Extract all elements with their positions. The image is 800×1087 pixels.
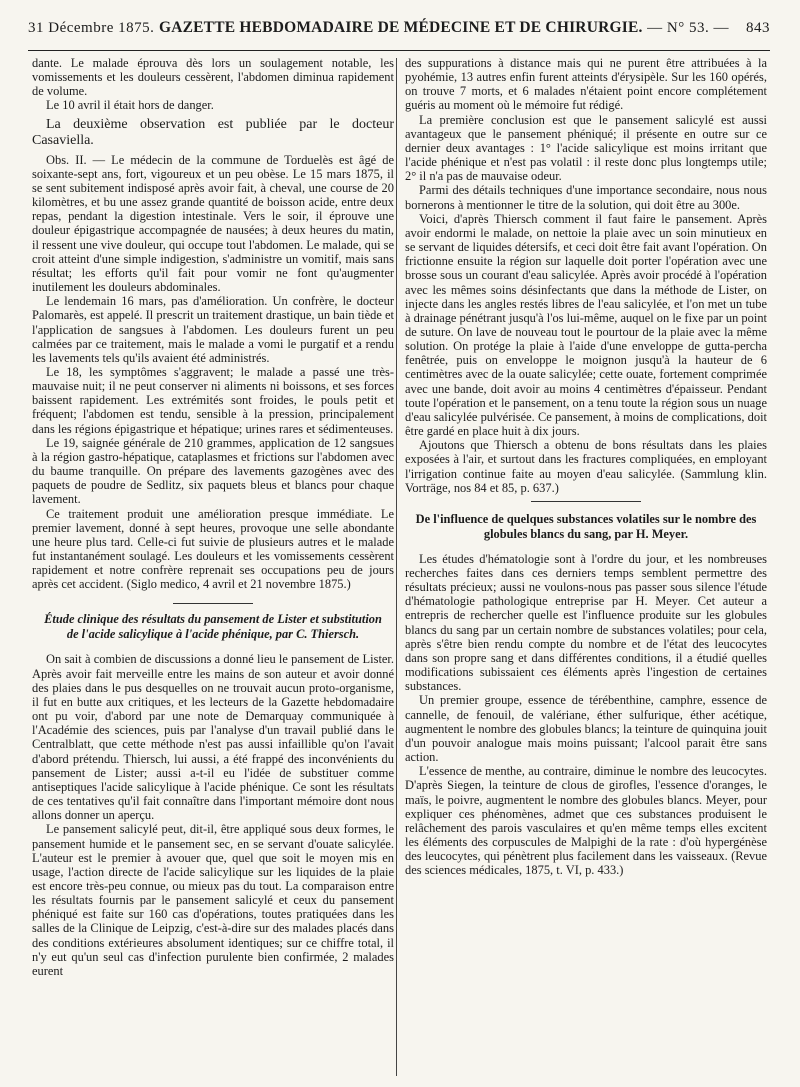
paragraph: Le 18, les symptômes s'aggravent; le malade a passé une très-mauvaise nuit; il ne peut conserver ni aliments ni boissons, et ses forces baissent rapidement. Les extrémités sont froides, le pouls petit et fréquent; l'abdomen est tendu, sensible à la pression, principalement dans les régions épigastrique et hépatique; urines rares et sédimenteuses. — [32, 364, 394, 436]
left-column — [32, 56, 394, 978]
paragraph: L'essence de menthe, au contraire, diminue le nombre des leucocytes. D'après Siegen, la teinture de clous de girofles, l'essence d'oranges, le maïs, le poivre, augmentent le nombre des globules blancs. Meyer, pour expliquer ces phénomènes, admet que ces substances produisent le relâchement des parois vasculaires et qu'en même temps elles excitent les éléments des corpuscules de Malpighi de la rate : d'où hypergénèse des leucocytes, qui pénètrent plus facilement dans les vaisseaux. (Revue des sciences médicales, 1875, t. VI, p. 433.) — [405, 764, 767, 878]
paragraph: La première conclusion est que le pansement salicylé est aussi avantageux que le pansement phéniqué; il présente en outre sur ce dernier deux avantages : 1° l'acide salicylique est moins irritant que l'acide phénique et n'est pas volatil : il reste donc plus longtemps utile; 2° il n'a pas de mauvaise odeur. — [405, 112, 767, 184]
section-separator — [531, 501, 641, 502]
paragraph: Le 10 avril il était hors de danger. — [46, 98, 214, 113]
journal-title: GAZETTE HEBDOMADAIRE DE MÉDECINE ET DE CHIRURGIE. — [158, 19, 643, 36]
header-date: 31 Décembre 1875. — [28, 19, 155, 36]
paragraph: Les études d'hématologie sont à l'ordre du jour, et les nombreuses recherches faites dans ces derniers temps semblent permettre des résultats précieux; aussi ne voulons-nous pas passer sous silence l'étude d'hématologie pathologique entreprise par H. Meyer. Cet auteur a entrepris de rechercher quelle est l'influence produite sur les globules blancs du sang par un certain nombre de substances volatiles; pour cela, après s'être bien rendu compte du nombre et de l'état des leucocytes dans son propre sang et dans différentes conditions, il a étudié quelles modifications subissaient ces éléments après l'ingestion de certaines substances. — [405, 551, 767, 694]
article-title: De l'influence de quelques substances volatiles sur le nombre des globules blancs du sang, par H. Meyer. — [415, 511, 757, 541]
paragraph: des suppurations à distance mais qui ne purent être attribuées à la pyohémie, 13 autres enfin furent atteints d'érysipèle. Sur les 160 opérés, on trouve 7 morts, et 6 malades n'étaient point encore complétement guéris au moment où le mémoire fut rédigé. — [405, 56, 767, 113]
running-header — [28, 8, 770, 48]
column-divider — [396, 58, 397, 1076]
right-column — [405, 56, 767, 877]
paragraph: Le 19, saignée générale de 210 grammes, application de 12 sangsues à la région gastro-hépatique, cataplasmes et frictions sur l'abdomen avec du baume tranquille. On prépare des lavements gazogènes avec des paquets de poudre de Sedlitz, six paquets bleus et blancs pour chaque lavement. — [32, 435, 394, 507]
paragraph: Ce traitement produit une amélioration presque immédiate. Le premier lavement, donné à sept heures, provoque une selle abondante une heure plus tard. Celle-ci fut suivie de plusieurs autres et le malade fut instantanément soulagé. Les douleurs et les vomissements cessèrent rapidement et notre confrère reprenait ses occupations peu de jours après cet accident. (Siglo medico, 4 avril et 21 novembre 1875.) — [32, 506, 394, 592]
section-separator — [173, 603, 253, 604]
header-issue-block — [647, 20, 770, 37]
paragraph: Le pansement salicylé peut, dit-il, être appliqué sous deux formes, le pansement humide et le pansement sec, en se servant d'ouate salicylée. L'auteur est le premier à avouer que, quel que soit le moyen mis en usage, l'action directe de l'acide salicylique sur les liquides de la plaie est encore très-peu connue, ou mieux pas du tout. La comparaison entre les résultats fournis par le pansement salicylé et ceux du pansement phéniqué est faite sur 160 cas d'opérations, toutes pratiquées dans les salles de la Clinique de Leipzig, c'est-à-dire sur des malades placés dans des conditions extérieures absolument identiques; sur ce chiffre total, il n'y eut qu'un seul cas d'infection purulente bien confirmée, 2 malades eurent — [32, 822, 394, 978]
paragraph: Le lendemain 16 mars, pas d'amélioration. Un confrère, le docteur Palomarès, est appelé. Il prescrit un traitement drastique, un bain tiède et l'application de sangsues à l'abdomen. Les douleurs furent un peu calmées par ce traitement, mais le malade a vomi le purgatif et a rendu les lavements tels qu'ils avaient été administrés. — [32, 294, 394, 365]
paragraph: Voici, d'après Thiersch comment il faut faire le pansement. Après avoir endormi le malade, on nettoie la plaie avec un soin minutieux en se servant de liquides détersifs, et ceci doit être fait avant l'opération. On frictionne ensuite la région sur laquelle doit porter l'opération avec une brosse sous un courant d'eau salicylée. Après avoir procédé à l'opération avec les mêmes soins désinfectants que dans la méthode de Lister, on injecte dans les angles restés libres de l'eau salicylée, et l'on met un tube à drainage pénétrant jusqu'à l'os lui-même, auquel on le fixe par un point de suture. On lave de nouveau tout le pourtour de la plaie avec la même solution. On protége la plaie à l'aide d'une enveloppe de gutta-percha fenêtrée, puis on enveloppe le moignon jusqu'à la hauteur de 6 centimètres avec de la ouate salicylée; cette ouate, fortement comprimée avec une bande, doit avoir au moins 4 centimètres d'épaisseur. Pendant toute l'opération et le pansement, on a tenu toute la région sous un nuage d'eau salicylée pulvérisée. Ce pansement, à moins de complications, doit être gardé en place huit à dix jours. — [405, 211, 767, 439]
paragraph: On sait à combien de discussions a donné lieu le pansement de Lister. Après avoir fait merveille entre les mains de son auteur et avoir donné des plaies dans le pus desquelles on ne trouvait aucun proto-organisme, il fut en butte aux critiques, et les lecteurs de la Gazette hebdomadaire ont pu voir, d'abord par une note de Demarquay communiquée à l'Académie des sciences, puis par l'analyse d'un travail publié dans le Centralblatt, que cette méthode n'est pas aussi infaillible qu'on l'avait d'abord prétendu. Thiersch, lui aussi, a été frappé des inconvénients du pansement de Lister; aussi a-t-il eu l'idée de substituer comme antiseptiques l'acide salicylique à l'acide phénique. Ce sont les résultats de ces tentatives qu'il fait connaître dans l'important mémoire dont nous allons donner un aperçu. — [32, 652, 394, 823]
page-number: 843 — [746, 19, 770, 36]
paragraph: Parmi des détails techniques d'une importance secondaire, nous nous bornerons à mentionner le titre de la solution, qui doit être au 300e. — [405, 183, 767, 212]
paragraph: Un premier groupe, essence de térébenthine, camphre, essence de cannelle, de fenouil, de valériane, éther sulfurique, éther acétique, augmentent le nombre des globules blancs; la teinture de quinquina jouit d'un pouvoir analogue mais moins puissant; l'alcool parait être sans action. — [405, 693, 767, 765]
paragraph: La deuxième observation est publiée par le docteur Casaviella. — [32, 116, 394, 148]
issue-number: — N° 53. — — [647, 19, 729, 36]
observation-paragraph: Obs. II. — Le médecin de la commune de Torduelès est âgé de soixante-sept ans, fort, vigoureux et un peu obèse. Le 15 mars 1875, il se sent subitement indisposé après avoir fait, à cheval, une course de 20 kilomètres, et bu une assez grande quantité de boisson acide, entre deux repas, pendant la digestion intestinale. Vers le soir, il éprouve une douleur épigastrique accompagnée de nausées; à deux heures du matin, il ressent une vive douleur, qui occupe tout l'abdomen. Le malade, qui se croit atteint d'une simple indigestion, s'administre un vomitif, mais sans résultat; les efforts qu'il fait pour vomir ne font qu'augmenter inutilement les douleurs abdominales. — [32, 152, 394, 295]
header-rule — [28, 50, 770, 51]
paragraph: dante. Le malade éprouva dès lors un soulagement notable, les vomissements et les douleurs cessèrent, l'abdomen diminua rapidement de volume. — [32, 56, 394, 99]
paragraph: Ajoutons que Thiersch a obtenu de bons résultats dans les plaies exposées à l'air, et surtout dans les fractures compliquées, en employant l'irrigation continue faite au moyen d'eau salicylée. (Sammlung klin. Vorträge, nos 84 et 85, p. 637.) — [405, 438, 767, 495]
article-title: Étude clinique des résultats du pansement de Lister et substitution de l'acide salicylique à l'acide phénique, par C. Thiersch. — [44, 612, 382, 642]
